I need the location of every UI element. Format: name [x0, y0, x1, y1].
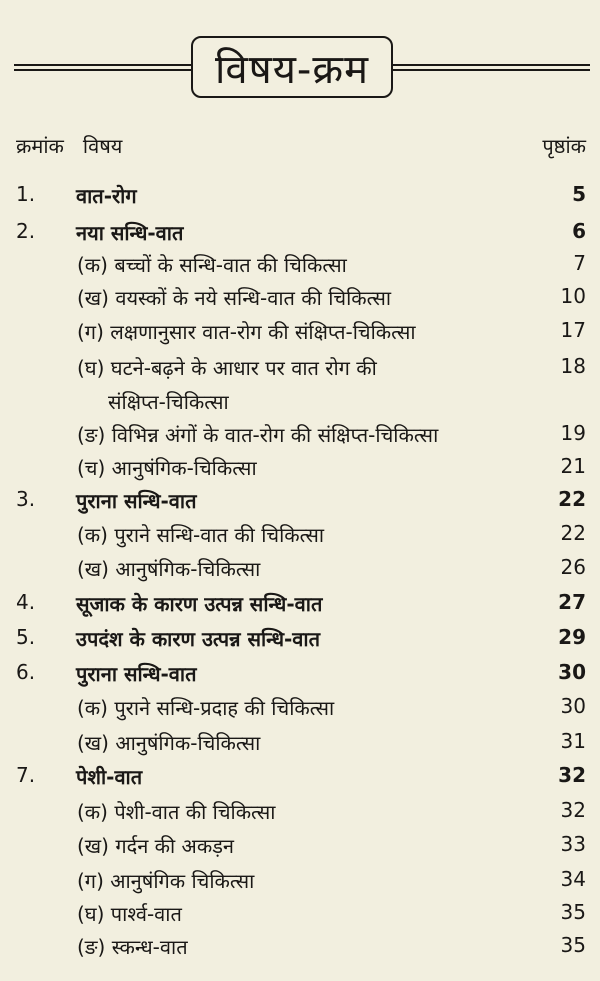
- section-title: (ख) आनुषंगिक-चिकित्सा: [77, 557, 261, 581]
- column-header-page: पृष्ठांक: [542, 134, 586, 158]
- chapter-title: नया सन्धि-वात: [76, 221, 184, 245]
- section-title: (क) बच्चों के सन्धि-वात की चिकित्सा: [77, 253, 347, 277]
- toc-chapter-row: [0, 590, 600, 623]
- chapter-number: 1.: [16, 182, 36, 206]
- toc-chapter-row: [0, 487, 600, 520]
- page-number: 21: [560, 454, 586, 478]
- toc-section-row: [0, 421, 600, 454]
- page-number: 27: [558, 590, 586, 614]
- toc-section-row: [0, 867, 600, 900]
- page-number: 7: [573, 251, 586, 275]
- section-title-continuation: संक्षिप्त-चिकित्सा: [108, 390, 229, 414]
- section-title: (ख) गर्दन की अकड़न: [77, 834, 234, 858]
- section-title: (ग) लक्षणानुसार वात-रोग की संक्षिप्त-चिकित्सा: [77, 320, 416, 344]
- toc-section-row: [0, 729, 600, 762]
- chapter-title: वात-रोग: [76, 184, 137, 208]
- chapter-number: 7.: [16, 763, 36, 787]
- chapter-title: पुराना सन्धि-वात: [76, 489, 197, 513]
- page-number: 26: [560, 555, 586, 579]
- toc-chapter-row: [0, 219, 600, 252]
- page-number: 35: [560, 933, 586, 957]
- page-number: 5: [572, 182, 586, 206]
- page-number: 19: [560, 421, 586, 445]
- page-number: 30: [558, 660, 586, 684]
- page-number: 35: [560, 900, 586, 924]
- page-number: 33: [560, 832, 586, 856]
- page-number: 6: [572, 219, 586, 243]
- chapter-title: पुराना सन्धि-वात: [76, 662, 197, 686]
- chapter-title: उपदंश के कारण उत्पन्न सन्धि-वात: [76, 627, 320, 651]
- page-number: 30: [560, 694, 586, 718]
- toc-section-row: [0, 521, 600, 554]
- chapter-number: 3.: [16, 487, 36, 511]
- page-number: 32: [560, 798, 586, 822]
- chapter-number: 4.: [16, 590, 36, 614]
- section-title: (ङ) स्कन्ध-वात: [77, 935, 188, 959]
- toc-section-row: [0, 933, 600, 966]
- page-title: विषय-क्रम: [191, 36, 393, 98]
- section-title: (क) पुराने सन्धि-प्रदाह की चिकित्सा: [77, 696, 335, 720]
- toc-chapter-row: [0, 182, 600, 215]
- section-title: (घ) पार्श्व-वात: [77, 902, 182, 926]
- section-title: (च) आनुषंगिक-चिकित्सा: [77, 456, 257, 480]
- chapter-number: 2.: [16, 219, 36, 243]
- toc-section-row: [0, 832, 600, 865]
- page-number: 18: [560, 354, 586, 378]
- page-number: 22: [560, 521, 586, 545]
- toc-chapter-row: [0, 763, 600, 796]
- page-number: 32: [558, 763, 586, 787]
- chapter-title: पेशी-वात: [76, 765, 143, 789]
- page-number: 10: [560, 284, 586, 308]
- page-number: 17: [560, 318, 586, 342]
- section-title: (ख) आनुषंगिक-चिकित्सा: [77, 731, 261, 755]
- toc-section-row: [0, 318, 600, 351]
- chapter-title: सूजाक के कारण उत्पन्न सन्धि-वात: [76, 592, 323, 616]
- section-title: (क) पेशी-वात की चिकित्सा: [77, 800, 276, 824]
- section-title: (क) पुराने सन्धि-वात की चिकित्सा: [77, 523, 325, 547]
- chapter-number: 6.: [16, 660, 36, 684]
- section-title: (घ) घटने-बढ़ने के आधार पर वात रोग की: [77, 356, 377, 380]
- toc-section-row: [0, 354, 600, 414]
- toc-section-row: [0, 555, 600, 588]
- toc-section-row: [0, 900, 600, 933]
- page-number: 22: [558, 487, 586, 511]
- page-number: 31: [560, 729, 586, 753]
- toc-section-row: [0, 284, 600, 317]
- toc-section-row: [0, 798, 600, 831]
- toc-chapter-row: [0, 660, 600, 693]
- toc-chapter-row: [0, 625, 600, 658]
- toc-section-row: [0, 454, 600, 487]
- column-header-subject: क्रमांक विषय: [16, 134, 123, 158]
- section-title: (ग) आनुषंगिक चिकित्सा: [77, 869, 255, 893]
- chapter-number: 5.: [16, 625, 36, 649]
- section-title: (ङ) विभिन्न अंगों के वात-रोग की संक्षिप्त-चिकित्सा: [77, 423, 439, 447]
- section-title: (ख) वयस्कों के नये सन्धि-वात की चिकित्सा: [77, 286, 392, 310]
- toc-section-row: [0, 694, 600, 727]
- toc-section-row: [0, 251, 600, 284]
- page-number: 34: [560, 867, 586, 891]
- page-number: 29: [558, 625, 586, 649]
